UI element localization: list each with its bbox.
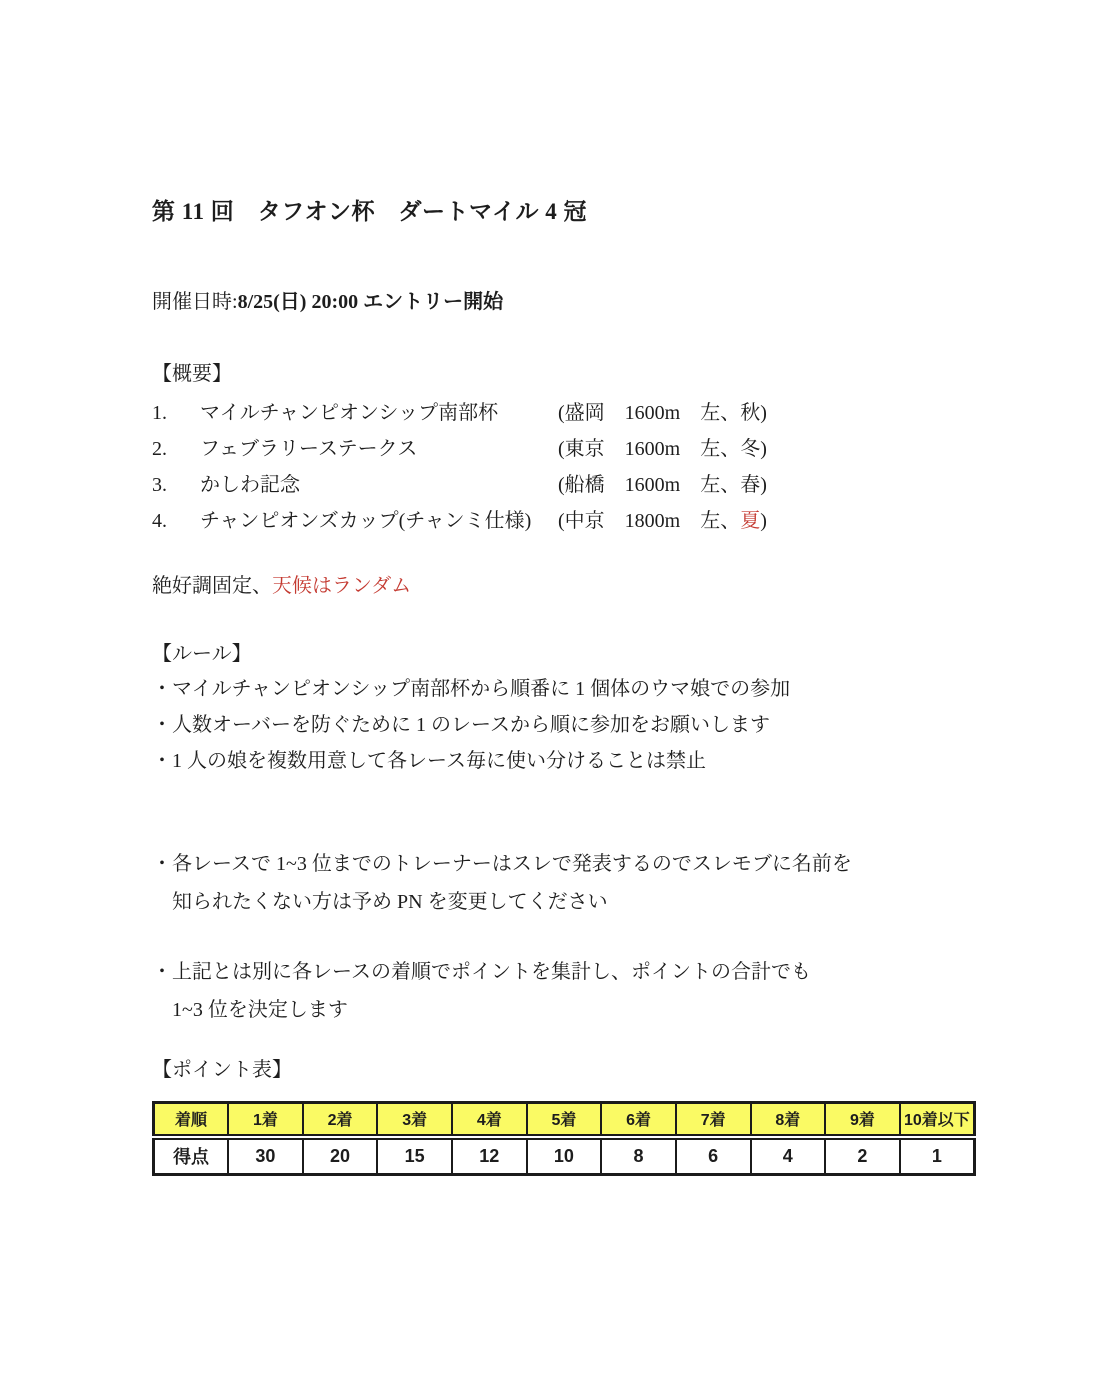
race-name: チャンピオンズカップ(チャンミ仕様): [200, 510, 532, 532]
document-title: 第 11 回 タフオン杯 ダートマイル 4 冠: [152, 199, 588, 224]
race-venue: [558, 431, 997, 467]
race-item: [152, 467, 997, 503]
table-cell: 2: [825, 1137, 900, 1175]
section-heading-rules: 【ルール】: [152, 643, 252, 665]
race-venue-close: ): [760, 510, 767, 532]
race-list: [152, 395, 997, 539]
event-datetime-label: 開催日時:: [152, 291, 238, 313]
note-paragraph-announce: [152, 845, 997, 921]
rule-list: [152, 671, 997, 779]
table-header-cell: 3着: [377, 1103, 452, 1137]
table-cell: 得点: [154, 1137, 229, 1175]
race-name: マイルチャンピオンシップ南部杯: [200, 402, 499, 424]
points-table-score-row: [154, 1137, 975, 1175]
race-number: 4.: [152, 510, 167, 532]
table-header-cell: 2着: [303, 1103, 378, 1137]
race-name: フェブラリーステークス: [200, 438, 418, 460]
race-venue-season-red: 夏: [740, 510, 761, 532]
table-cell: 30: [228, 1137, 303, 1175]
table-header-cell: 9着: [825, 1103, 900, 1137]
table-cell: 1: [900, 1137, 975, 1175]
table-cell: 4: [751, 1137, 826, 1175]
table-header-cell: 着順: [154, 1103, 229, 1137]
table-header-cell: 1着: [228, 1103, 303, 1137]
table-header-cell: 4着: [452, 1103, 527, 1137]
race-number: 3.: [152, 474, 167, 496]
race-venue-text: (盛岡 1600m 左、秋): [558, 402, 767, 424]
points-table-wrap: [152, 1101, 997, 1176]
race-venue: [558, 467, 997, 503]
race-venue-text: (東京 1600m 左、冬): [558, 438, 767, 460]
table-header-cell: 8着: [751, 1103, 826, 1137]
table-header-cell: 5着: [527, 1103, 602, 1137]
race-name: かしわ記念: [200, 474, 300, 496]
race-venue: [558, 395, 997, 431]
race-number: 1.: [152, 402, 167, 424]
note-line: ・各レースで 1~3 位までのトレーナーはスレで発表するのでスレモブに名前を: [152, 853, 852, 875]
section-heading-overview: 【概要】: [152, 363, 232, 385]
race-venue-text: (中京 1800m 左、: [558, 510, 741, 532]
points-table: [152, 1101, 976, 1176]
race-item: [152, 395, 997, 431]
note-line: ・上記とは別に各レースの着順でポイントを集計し、ポイントの合計でも: [152, 961, 811, 983]
table-cell: 15: [377, 1137, 452, 1175]
condition-weather-red: 天候はランダム: [272, 575, 412, 597]
table-cell: 8: [601, 1137, 676, 1175]
condition-line: [152, 573, 997, 599]
condition-fixed-text: 絶好調固定、: [152, 575, 272, 597]
race-number: 2.: [152, 438, 167, 460]
rule-item: ・マイルチャンピオンシップ南部杯から順番に 1 個体のウマ娘での参加: [152, 678, 791, 700]
table-cell: 6: [676, 1137, 751, 1175]
race-venue: [558, 503, 997, 539]
rule-item: ・1 人の娘を複数用意して各レース毎に使い分けることは禁止: [152, 750, 706, 772]
event-datetime-value: 8/25(日) 20:00 エントリー開始: [237, 291, 504, 313]
race-item: [152, 431, 997, 467]
note-paragraph-points: [152, 953, 997, 1029]
points-table-header-row: [154, 1103, 975, 1137]
race-venue-text: (船橋 1600m 左、春): [558, 474, 767, 496]
table-header-cell: 10着以下: [900, 1103, 975, 1137]
table-header-cell: 6着: [601, 1103, 676, 1137]
section-heading-points: 【ポイント表】: [152, 1059, 292, 1081]
note-line: 知られたくない方は予め PN を変更してください: [172, 891, 608, 913]
race-item: [152, 503, 997, 539]
table-cell: 20: [303, 1137, 378, 1175]
event-datetime: [152, 289, 997, 315]
table-cell: 12: [452, 1137, 527, 1175]
table-header-cell: 7着: [676, 1103, 751, 1137]
note-line: 1~3 位を決定します: [172, 999, 348, 1021]
rule-item: ・人数オーバーを防ぐために 1 のレースから順に参加をお願いします: [152, 714, 770, 736]
table-cell: 10: [527, 1137, 602, 1175]
